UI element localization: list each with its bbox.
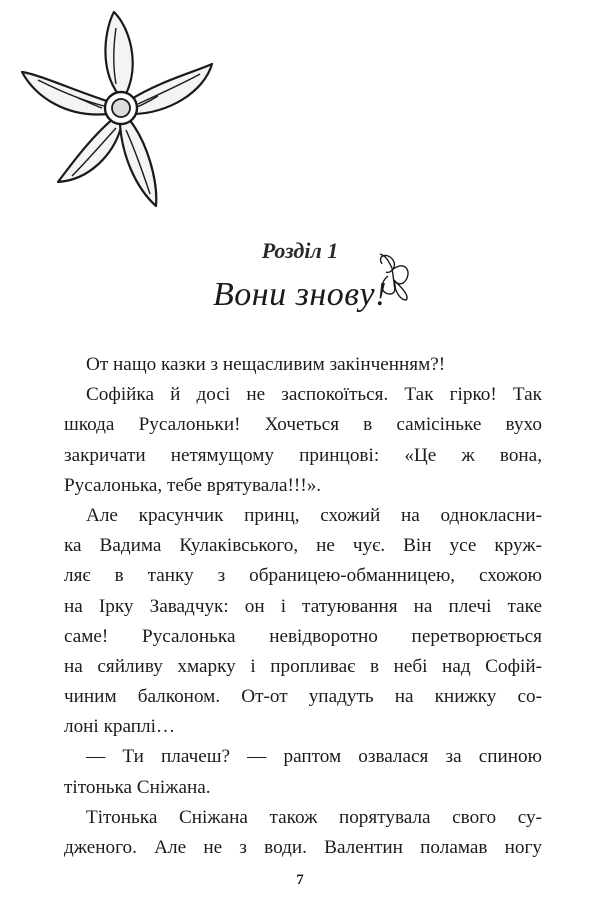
text-line: ка Вадима Кулаківського, не чує. Він усе круж- xyxy=(64,535,542,557)
text-line: закричати нетямущому принцові: «Це ж вона, xyxy=(64,444,542,466)
text-line: шкода Русалоньки! Хочеться в самісіньке вухо xyxy=(64,414,542,436)
text-line: Але красунчик принц, схожий на однокласни- xyxy=(86,504,542,526)
text-line: на сяйливу хмарку і пропливає в небі над Софій- xyxy=(64,655,542,677)
flower-illustration xyxy=(18,6,218,216)
text-line: тітонька Сніжана. xyxy=(64,776,211,798)
text-line: ляє в танку з обраницею-обманницею, схожою xyxy=(64,565,542,587)
text-line: на Ірку Завадчук: он і татуювання на плечі таке xyxy=(64,595,542,617)
text-line: Софійка й досі не заспокоїться. Так гірко! Так xyxy=(86,384,542,406)
chapter-title: Вони знову! xyxy=(213,276,387,313)
text-line: дженого. Але не з води. Валентин поламав ногу xyxy=(64,837,542,858)
text-line: лоні краплі… xyxy=(64,716,176,738)
text-line: саме! Русалонька невідворотно перетворюється xyxy=(64,625,542,647)
text-line: От нащо казки з нещасливим закінченням?! xyxy=(86,354,446,375)
chapter-label: Розділ 1 xyxy=(261,238,339,263)
text-line: — Ти плачеш? — раптом озвалася за спиною xyxy=(86,746,542,768)
text-line: чиним балконом. От-от упадуть на книжку со- xyxy=(64,686,542,708)
page-number: 7 xyxy=(296,872,304,888)
body-text xyxy=(64,350,542,863)
text-line: Русалонька, тебе врятувала!!!». xyxy=(64,474,322,496)
text-line: Тітонька Сніжана також порятувала свого су- xyxy=(86,806,542,828)
